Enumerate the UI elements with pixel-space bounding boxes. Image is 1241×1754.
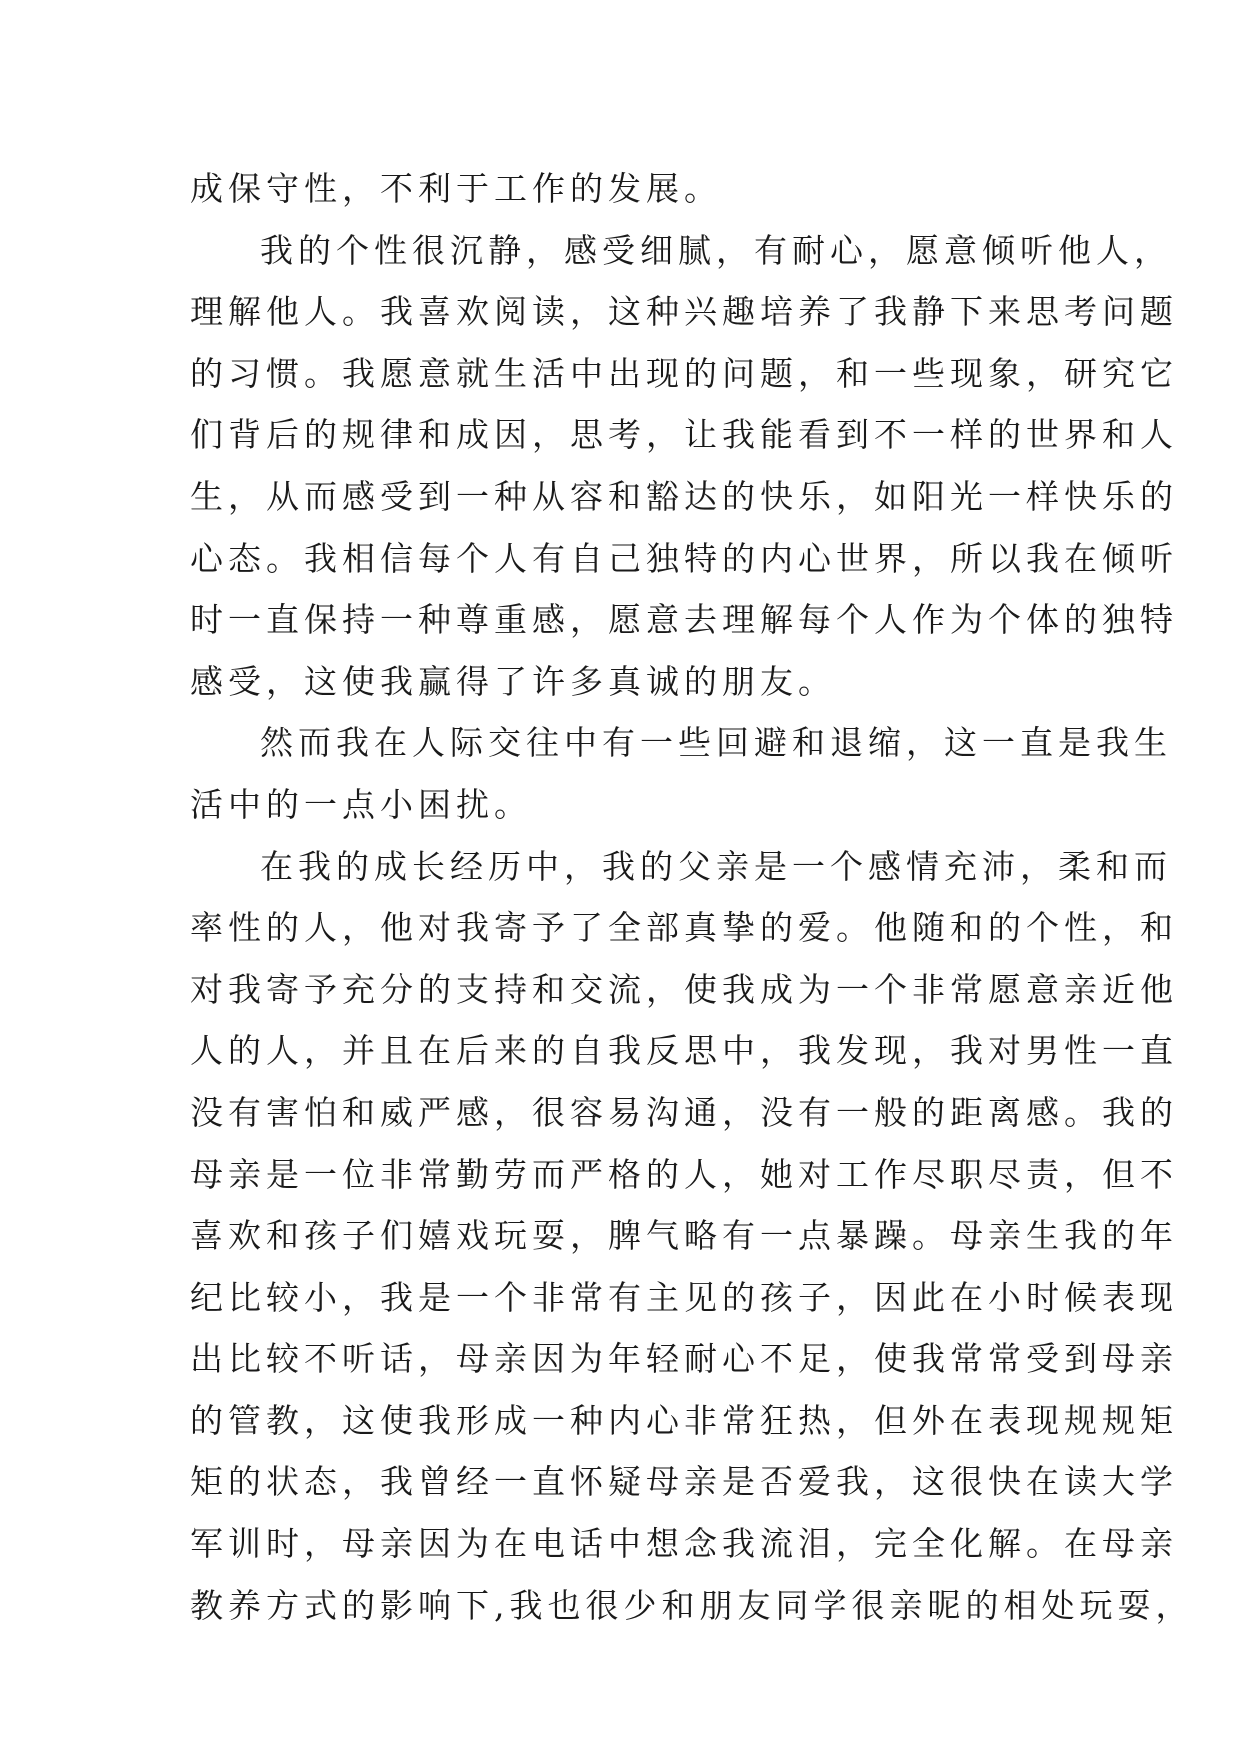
text-line: 率性的人，他对我寄予了全部真挚的爱。他随和的个性，和: [190, 908, 1178, 948]
text-line: 军训时，母亲因为在电话中想念我流泪，完全化解。在母亲: [190, 1524, 1178, 1564]
text-line: 母亲是一位非常勤劳而严格的人，她对工作尽职尽责，但不: [190, 1154, 1178, 1194]
text-line: 的习惯。我愿意就生活中出现的问题，和一些现象，研究它: [190, 353, 1178, 393]
text-line: 出比较不听话，母亲因为年轻耐心不足，使我常常受到母亲: [190, 1339, 1178, 1379]
text-line: 对我寄予充分的支持和交流，使我成为一个非常愿意亲近他: [190, 969, 1178, 1009]
text-line: 生，从而感受到一种从容和豁达的快乐，如阳光一样快乐的: [190, 476, 1178, 516]
body-text: [190, 158, 1194, 1636]
paragraph-first-line: 我的个性很沉静，感受细腻，有耐心，愿意倾听他人，: [260, 230, 1172, 270]
text-line: 教养方式的影响下,我也很少和朋友同学很亲昵的相处玩耍，: [190, 1585, 1194, 1625]
text-line: 没有害怕和威严感，很容易沟通，没有一般的距离感。我的: [190, 1092, 1178, 1132]
text-line: 成保守性，不利于工作的发展。: [190, 169, 722, 208]
text-line: 矩的状态，我曾经一直怀疑母亲是否爱我，这很快在读大学: [190, 1462, 1178, 1502]
text-line: 们背后的规律和成因，思考，让我能看到不一样的世界和人: [190, 415, 1178, 455]
paragraph-first-line: 在我的成长经历中，我的父亲是一个感情充沛，柔和而: [260, 846, 1172, 886]
text-line: 的管教，这使我形成一种内心非常狂热，但外在表现规规矩: [190, 1400, 1178, 1440]
text-line: 活中的一点小困扰。: [190, 784, 532, 824]
text-line: 纪比较小，我是一个非常有主见的孩子，因此在小时候表现: [190, 1277, 1178, 1317]
text-line: 心态。我相信每个人有自己独特的内心世界，所以我在倾听: [190, 538, 1178, 578]
text-line: 理解他人。我喜欢阅读，这种兴趣培养了我静下来思考问题: [190, 292, 1178, 332]
text-line: 感受，这使我赢得了许多真诚的朋友。: [190, 661, 836, 701]
text-line: 人的人，并且在后来的自我反思中，我发现，我对男性一直: [190, 1031, 1178, 1071]
text-line: 时一直保持一种尊重感，愿意去理解每个人作为个体的独特: [190, 600, 1178, 640]
paragraph-first-line: 然而我在人际交往中有一些回避和退缩，这一直是我生: [260, 723, 1172, 763]
text-line: 喜欢和孩子们嬉戏玩耍，脾气略有一点暴躁。母亲生我的年: [190, 1216, 1178, 1256]
